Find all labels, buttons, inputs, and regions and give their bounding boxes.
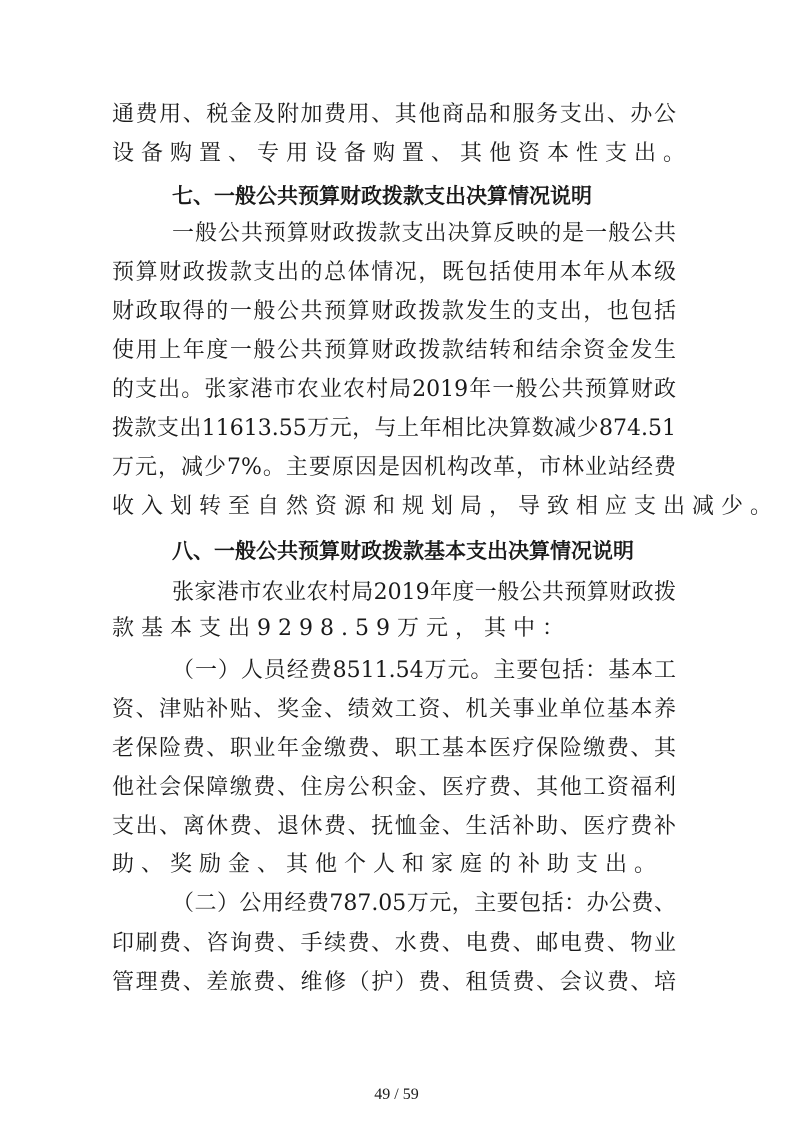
text-line: 收入划转至自然资源和规划局，导致相应支出减少。 <box>112 494 780 519</box>
text-line: 使用上年度一般公共预算财政拨款结转和结余资金发生 <box>112 338 676 363</box>
text-line: 的支出。张家港市农业农村局2019年一般公共预算财政 <box>112 377 676 402</box>
text-line: 印刷费、咨询费、手续费、水费、电费、邮电费、物业 <box>112 931 676 956</box>
section-heading-8: 八、一般公共预算财政拨款基本支出决算情况说明 <box>172 539 634 563</box>
text-line: 资、津贴补贴、奖金、绩效工资、机关事业单位基本养 <box>112 697 676 722</box>
text-line: 万元，减少7%。主要原因是因机构改革，市林业站经费 <box>112 455 676 480</box>
text-line: 款基本支出9298.59万元，其中： <box>112 616 571 641</box>
section-heading-7: 七、一般公共预算财政拨款支出决算情况说明 <box>172 184 592 208</box>
text-line: 老保险费、职业年金缴费、职工基本医疗保险缴费、其 <box>112 736 676 761</box>
text-line: 他社会保障缴费、住房公积金、医疗费、其他工资福利 <box>112 775 676 800</box>
page-number: 49 / 59 <box>374 1086 419 1103</box>
text-line: （一）人员经费8511.54万元。主要包括：基本工 <box>172 658 676 683</box>
text-line: 支出、离休费、退休费、抚恤金、生活补助、医疗费补 <box>112 814 676 839</box>
text-line: 财政取得的一般公共预算财政拨款发生的支出，也包括 <box>112 299 676 324</box>
text-line: 设备购置、专用设备购置、其他资本性支出。 <box>112 141 693 166</box>
text-line: 一般公共预算财政拨款支出决算反映的是一般公共 <box>172 221 676 246</box>
text-line: 助、奖励金、其他个人和家庭的补助支出。 <box>112 852 664 877</box>
text-line: 拨款支出11613.55万元，与上年相比决算数减少874.51 <box>112 416 676 441</box>
text-line: 张家港市农业农村局2019年度一般公共预算财政拨 <box>172 580 676 605</box>
text-line: 通费用、税金及附加费用、其他商品和服务支出、办公 <box>112 102 676 127</box>
text-line: （二）公用经费787.05万元，主要包括：办公费、 <box>172 891 676 916</box>
text-line: 管理费、差旅费、维修（护）费、租赁费、会议费、培 <box>112 970 676 995</box>
text-line: 预算财政拨款支出的总体情况，既包括使用本年从本级 <box>112 260 676 285</box>
